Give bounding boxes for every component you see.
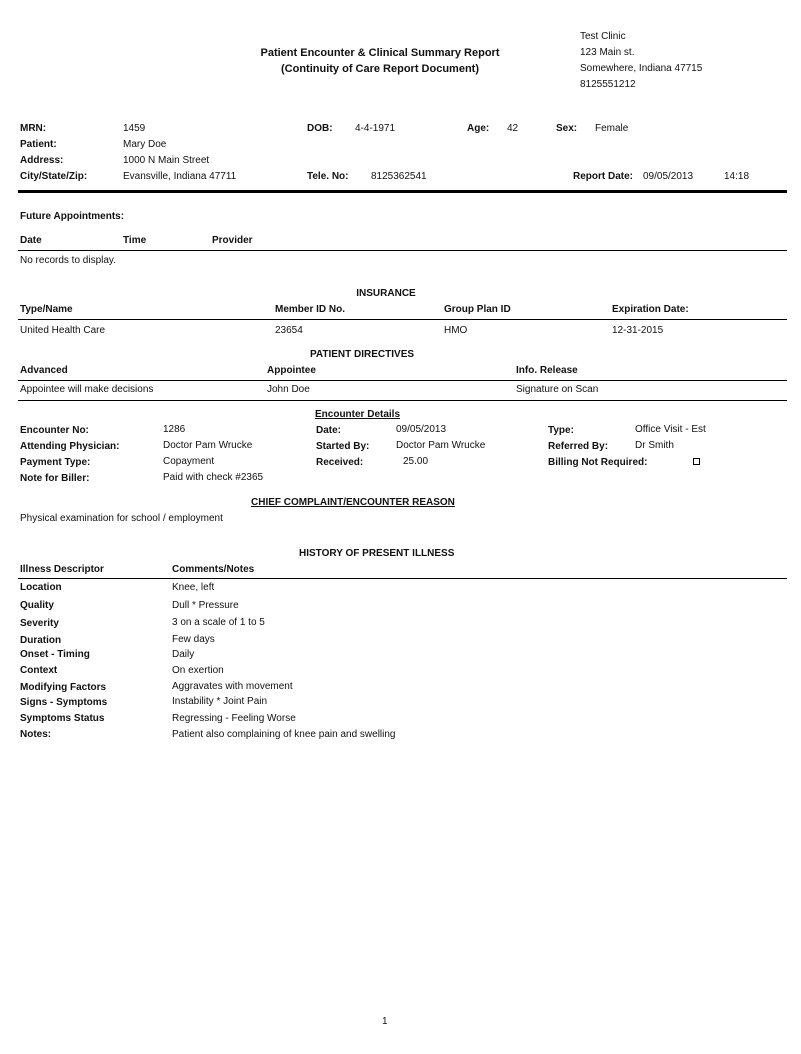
hpi-row-value: Aggravates with movement (172, 681, 293, 692)
enc-billing-label: Billing Not Required: (548, 457, 648, 468)
dir-advanced-value: Appointee will make decisions (20, 384, 154, 395)
enc-started-value: Doctor Pam Wrucke (396, 440, 486, 451)
enc-type-value: Office Visit - Est (635, 424, 706, 435)
enc-physician-label: Attending Physician: (20, 441, 120, 452)
enc-biller-value: Paid with check #2365 (163, 472, 264, 483)
patient-label: Patient: (20, 139, 57, 150)
clinic-city: Somewhere, Indiana 47715 (580, 63, 703, 74)
enc-biller-label: Note for Biller: (20, 473, 90, 484)
hpi-col-comments: Comments/Notes (172, 564, 255, 575)
hpi-row-label: Signs - Symptoms (20, 697, 108, 708)
city-label: City/State/Zip: (20, 171, 88, 182)
enc-no-label: Encounter No: (20, 425, 89, 436)
enc-no-value: 1286 (163, 424, 186, 435)
hpi-row-value: Few days (172, 634, 215, 645)
hpi-row-label: Location (20, 582, 62, 593)
dir-appointee-value: John Doe (267, 384, 310, 395)
hpi-row-value: Dull * Pressure (172, 600, 239, 611)
appointments-heading: Future Appointments: (20, 211, 125, 222)
tele-label: Tele. No: (307, 171, 349, 182)
ins-col-member: Member ID No. (275, 304, 346, 315)
hpi-row-label: Context (20, 665, 58, 676)
sex-label: Sex: (556, 123, 578, 134)
age-value: 42 (507, 123, 519, 134)
tele-value: 8125362541 (371, 171, 427, 182)
ins-type-value: United Health Care (20, 325, 106, 336)
mrn-label: MRN: (20, 123, 47, 134)
ins-col-type: Type/Name (20, 304, 73, 315)
hpi-row-label: Quality (20, 600, 54, 611)
report-time-value: 14:18 (724, 171, 750, 182)
hpi-row-label: Duration (20, 635, 62, 646)
address-label: Address: (20, 155, 64, 166)
dob-value: 4-4-1971 (355, 123, 396, 134)
enc-payment-label: Payment Type: (20, 457, 91, 468)
complaint-text: Physical examination for school / employment (20, 513, 223, 524)
hpi-row-value: Knee, left (172, 582, 215, 593)
ins-col-group: Group Plan ID (444, 304, 511, 315)
hpi-row-value: 3 on a scale of 1 to 5 (172, 617, 265, 628)
patient-divider (18, 190, 787, 193)
report-date-label: Report Date: (573, 171, 634, 182)
billing-not-required-checkbox[interactable] (693, 458, 700, 465)
appt-col-provider: Provider (212, 235, 253, 246)
hpi-row-label: Symptoms Status (20, 713, 105, 724)
enc-received-label: Received: (316, 457, 364, 468)
clinic-street: 123 Main st. (580, 47, 635, 58)
hpi-row-value: Patient also complaining of knee pain and swelling (172, 729, 396, 740)
dir-col-release: Info. Release (516, 365, 578, 376)
directives-divider (18, 380, 787, 381)
appt-col-time: Time (123, 235, 147, 246)
report-subtitle: (Continuity of Care Report Document) (281, 63, 479, 75)
encounter-heading: Encounter Details (315, 409, 401, 420)
ins-col-exp: Expiration Date: (612, 304, 689, 315)
hpi-row-label: Modifying Factors (20, 682, 107, 693)
report-date-value: 09/05/2013 (643, 171, 694, 182)
clinic-phone: 8125551212 (580, 79, 636, 90)
hpi-col-descriptor: Illness Descriptor (20, 564, 104, 575)
dob-label: DOB: (307, 123, 333, 134)
ins-member-value: 23654 (275, 325, 303, 336)
enc-type-label: Type: (548, 425, 574, 436)
clinic-name: Test Clinic (580, 31, 626, 42)
enc-payment-value: Copayment (163, 456, 215, 467)
enc-referred-value: Dr Smith (635, 440, 674, 451)
hpi-row-label: Notes: (20, 729, 52, 740)
insurance-heading: INSURANCE (356, 288, 416, 299)
hpi-heading: HISTORY OF PRESENT ILLNESS (299, 548, 455, 559)
dir-release-value: Signature on Scan (516, 384, 599, 395)
hpi-row-value: Instability * Joint Pain (172, 696, 268, 707)
insurance-divider (18, 319, 787, 320)
report-title: Patient Encounter & Clinical Summary Report (260, 47, 500, 59)
appt-empty-message: No records to display. (20, 255, 116, 266)
sex-value: Female (595, 123, 629, 134)
hpi-row-value: On exertion (172, 665, 224, 676)
appt-divider (18, 250, 787, 251)
directives-bottom-divider (18, 400, 787, 401)
patient-name: Mary Doe (123, 139, 167, 150)
city-value: Evansville, Indiana 47711 (123, 171, 237, 182)
ins-exp-value: 12-31-2015 (612, 325, 664, 336)
hpi-row-label: Severity (20, 618, 59, 629)
dir-col-appointee: Appointee (267, 365, 316, 376)
mrn-value: 1459 (123, 123, 146, 134)
enc-physician-value: Doctor Pam Wrucke (163, 440, 253, 451)
dir-col-advanced: Advanced (20, 365, 68, 376)
address-value: 1000 N Main Street (123, 155, 210, 166)
page-number: 1 (382, 1016, 388, 1027)
complaint-heading: CHIEF COMPLAINT/ENCOUNTER REASON (251, 497, 455, 508)
hpi-row-label: Onset - Timing (20, 649, 90, 660)
enc-date-value: 09/05/2013 (396, 424, 447, 435)
hpi-row-value: Daily (172, 649, 195, 660)
directives-heading: PATIENT DIRECTIVES (309, 349, 415, 360)
hpi-divider (18, 578, 787, 579)
enc-referred-label: Referred By: (548, 441, 609, 452)
enc-started-label: Started By: (316, 441, 370, 452)
age-label: Age: (467, 123, 490, 134)
enc-received-value: 25.00 (403, 456, 429, 467)
hpi-row-value: Regressing - Feeling Worse (172, 713, 296, 724)
enc-date-label: Date: (316, 425, 342, 436)
appt-col-date: Date (20, 235, 42, 246)
ins-group-value: HMO (444, 325, 468, 336)
